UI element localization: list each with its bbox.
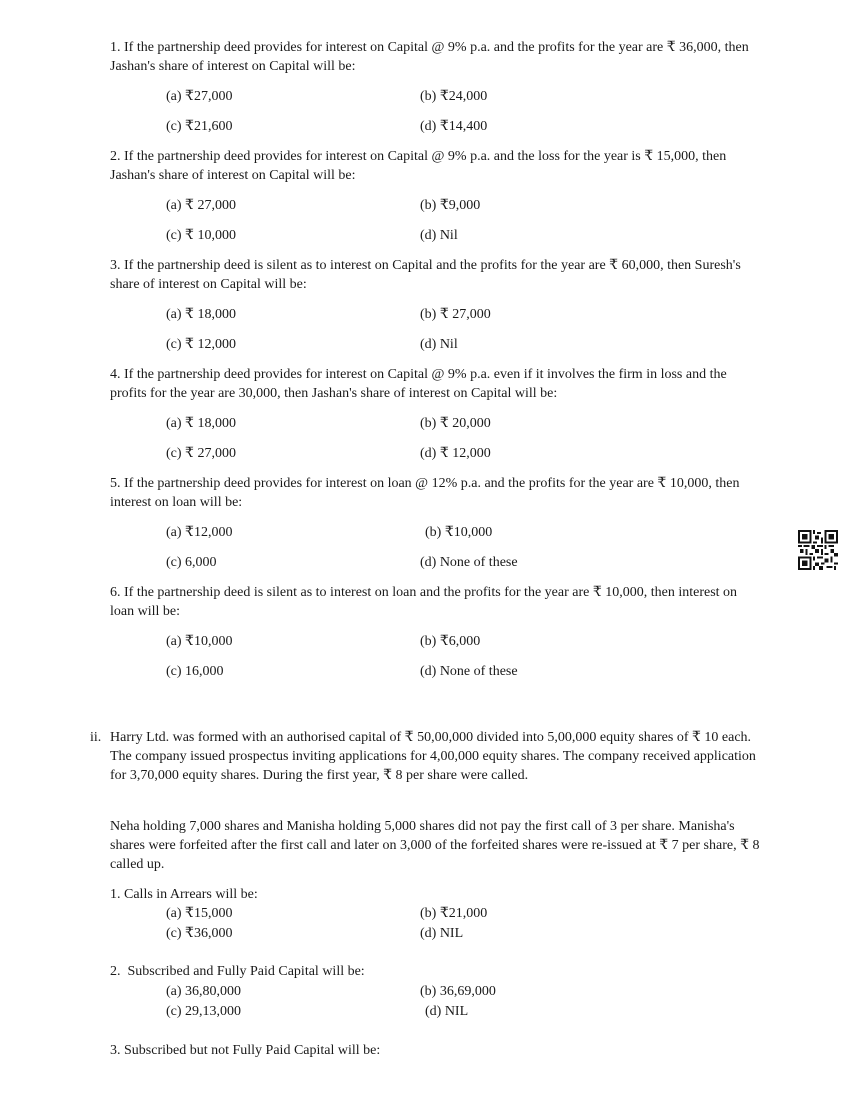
ii-q1-option-c: (c) ₹36,000 [166, 926, 233, 941]
q4-option-a: (a) ₹ 18,000 [166, 416, 236, 431]
q1-option-a: (a) ₹27,000 [166, 89, 233, 104]
q1-option-c: (c) ₹21,600 [166, 119, 233, 134]
q2-option-b: (b) ₹9,000 [420, 198, 481, 213]
q3-option-a: (a) ₹ 18,000 [166, 307, 236, 322]
q5-option-b: (b) ₹10,000 [425, 525, 493, 540]
q1-option-d: (d) ₹14,400 [420, 119, 488, 134]
q3-option-d: (d) Nil [420, 337, 458, 352]
q3-option-c: (c) ₹ 12,000 [166, 337, 236, 352]
ii-q1-option-a: (a) ₹15,000 [166, 906, 233, 921]
q6-option-c: (c) 16,000 [166, 664, 224, 679]
question-5: 5. If the partnership deed provides for interest on loan @ 12% p.a. and the profits for the year are ₹ 10,000, then interest on loan will be: [110, 476, 740, 510]
qr-code-icon [798, 530, 838, 570]
section-marker: ii. [90, 730, 102, 745]
q4-option-b: (b) ₹ 20,000 [420, 416, 491, 431]
q5-option-d: (d) None of these [420, 555, 518, 570]
q2-option-a: (a) ₹ 27,000 [166, 198, 236, 213]
q6-option-d: (d) None of these [420, 664, 518, 679]
q6-option-b: (b) ₹6,000 [420, 634, 481, 649]
q5-option-a: (a) ₹12,000 [166, 525, 233, 540]
q2-option-d: (d) Nil [420, 228, 458, 243]
ii-q2-option-d: (d) NIL [425, 1004, 469, 1019]
section-ii-details: Neha holding 7,000 shares and Manisha holding 5,000 shares did not pay the first call of 3 per share. Manisha's shares were forfeited after the first call and later on 3,000 of the forfeited shares were re-issued at ₹ 7 per share, ₹ 8 called up. [110, 819, 760, 872]
question-1: 1. If the partnership deed provides for interest on Capital @ 9% p.a. and the profits for the year are ₹ 36,000, then Jashan's share of interest on Capital will be: [110, 40, 749, 74]
section-ii-question-1: 1. Calls in Arrears will be: [110, 887, 258, 902]
q1-option-b: (b) ₹24,000 [420, 89, 488, 104]
question-2: 2. If the partnership deed provides for interest on Capital @ 9% p.a. and the loss for the year is ₹ 15,000, then Jashan's share of interest on Capital will be: [110, 149, 727, 183]
ii-q2-option-a: (a) 36,80,000 [166, 984, 242, 999]
ii-q2-option-b: (b) 36,69,000 [420, 984, 496, 999]
ii-q1-option-b: (b) ₹21,000 [420, 906, 488, 921]
question-6: 6. If the partnership deed is silent as to interest on loan and the profits for the year are ₹ 10,000, then interest on loan will be: [110, 585, 738, 619]
ii-q1-option-d: (d) NIL [420, 926, 464, 941]
q5-option-c: (c) 6,000 [166, 555, 217, 570]
section-ii-intro: Harry Ltd. was formed with an authorised capital of ₹ 50,00,000 divided into 5,00,000 equity shares of ₹ 10 each. The company issued prospectus inviting applications for 4,00,000 equity shares. The company received application for 3,70,000 equity shares. During the first year, ₹ 8 per share were called. [110, 730, 756, 783]
q4-option-c: (c) ₹ 27,000 [166, 446, 236, 461]
section-ii-question-3: 3. Subscribed but not Fully Paid Capital will be: [110, 1043, 381, 1058]
q6-option-a: (a) ₹10,000 [166, 634, 233, 649]
section-ii-question-2: 2. Subscribed and Fully Paid Capital will be: [110, 964, 365, 979]
question-3: 3. If the partnership deed is silent as to interest on Capital and the profits for the year are ₹ 60,000, then Suresh's share of interest on Capital will be: [110, 258, 741, 292]
ii-q2-option-c: (c) 29,13,000 [166, 1004, 242, 1019]
q4-option-d: (d) ₹ 12,000 [420, 446, 491, 461]
question-4: 4. If the partnership deed provides for interest on Capital @ 9% p.a. even if it involves the firm in loss and the profits for the year are 30,000, then Jashan's share of interest on Capital will be: [110, 367, 727, 401]
q2-option-c: (c) ₹ 10,000 [166, 228, 236, 243]
q3-option-b: (b) ₹ 27,000 [420, 307, 491, 322]
